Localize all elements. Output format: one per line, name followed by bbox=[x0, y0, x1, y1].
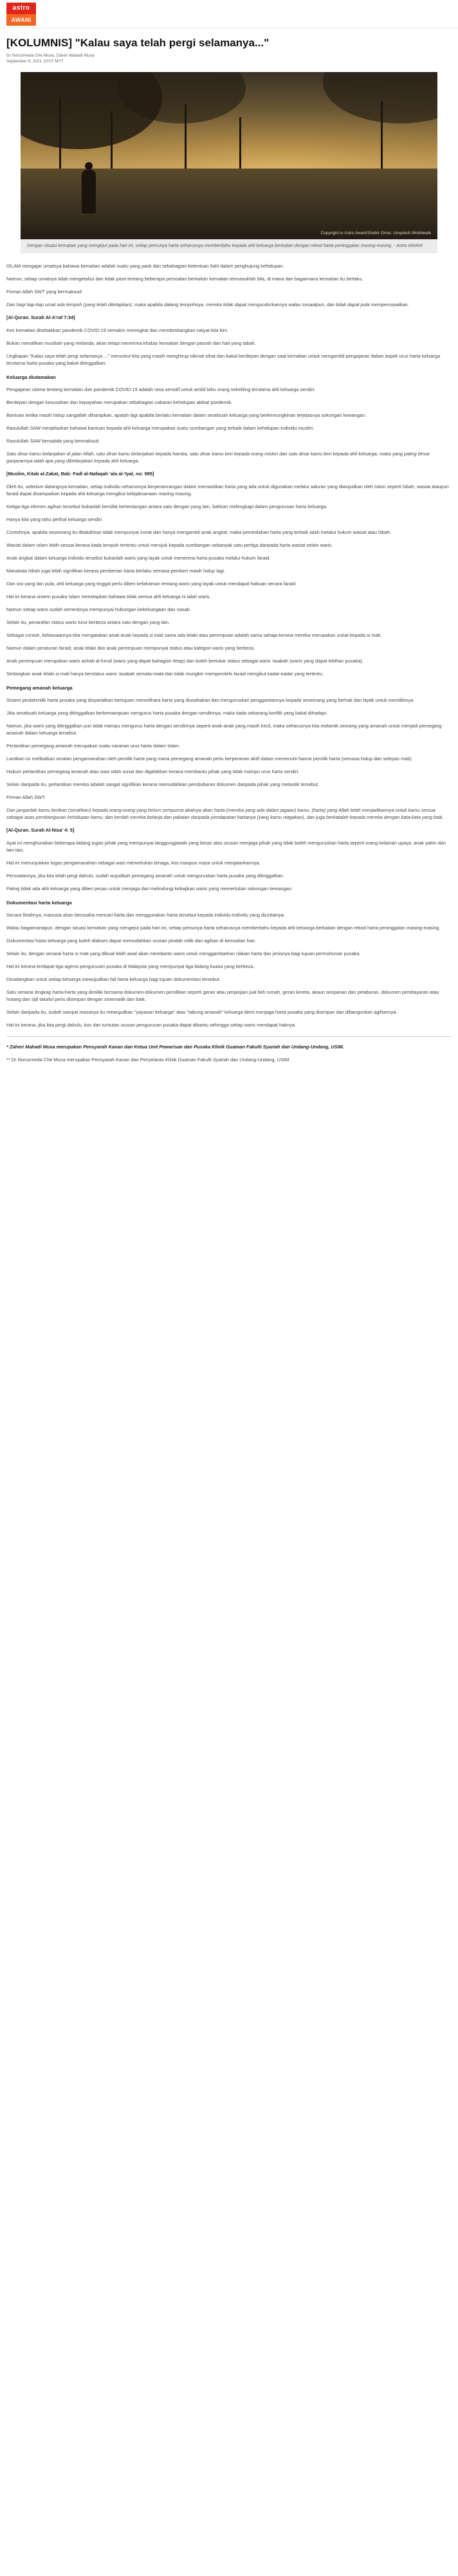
body-paragraph: Walau bagaimanapun, dengan situasi kematian yang mengejut pada hari ini, setiap pemunya harta seharusnya memberitahu kepada ahli keluarga berkaitan dengan rekod harta peninggalan masing-masing. bbox=[6, 925, 441, 931]
body-paragraph: Kes kematian disebabkan pandemik COVID-19 semakin meningkat dan membimbangkan rakyat kita kini. bbox=[6, 327, 228, 333]
featured-image bbox=[21, 72, 437, 239]
body-paragraph: Ungkapan "Kalau saya telah pergi selamanya ..." menuntut kita yang masih menghirup nikmat sihat dan bakal berdepan dengan saat kematian untuk mengambil pengajaran dalam aspek urus harta keluarga terutama harta pusaka yang bakal ditinggalkan. bbox=[6, 353, 441, 366]
article bbox=[0, 28, 458, 1088]
person-body bbox=[82, 170, 96, 214]
article-byline bbox=[6, 53, 452, 64]
body-paragraph: Rasulullah SAW bersabda yang bermaksud: bbox=[6, 438, 100, 444]
body-paragraph: Jika sesebuah keluarga yang ditinggalkan berkemampuan mengurus harta pusaka dengan sendirinya, maka tiada sebarang konflik yang bakal dihadapi. bbox=[6, 710, 327, 716]
body-paragraph: Selain itu, penarafan status waris turut berbeza antara satu dengan yang lain. bbox=[6, 619, 170, 625]
body-paragraph: Hal ini kerana terdapat tiga agensi pengurusan pusaka di Malaysia yang mempunyai tiga bidang kuasa yang berbeza. bbox=[6, 964, 255, 969]
body-paragraph: Hal ini menunjukkan tugas pengamanahan sebagai wasi memerlukan tenaga, kos maupun masa untuk menjalankannya. bbox=[6, 860, 261, 866]
body-paragraph: Dicadangkan untuk setiap keluarga mewujudkan fail harta keluarga bagi tujuan dokumentasi tersebut. bbox=[6, 976, 221, 982]
body-paragraph: Contohnya, apabila seseorang itu ditakdirkan tidak mempunyai zuriat dan hanya mengambil anak angkat, maka pemindahan harta yang terbaik ialah melalui hukum wasiat atau hibah. bbox=[6, 529, 392, 535]
logo-top-text: astro bbox=[6, 3, 36, 14]
person-head bbox=[85, 162, 93, 170]
image-caption: Dengan situasi kematian yang mengejut pada hari ini, setiap pemunya harta seharusnya memberitahu kepada ahli keluarga berkaitan dengan rekod harta peninggalan masing-masing. - Astro AWANI bbox=[21, 239, 437, 253]
body-paragraph: Sistem pindahmilik harta pusaka yang disyariatkan bertujuan memelihara harta yang diusahakan dan menguruskan penggantiannya kepada seseorang yang berhak dan layak untuk memilikinya. bbox=[6, 697, 415, 703]
citation-paragraph: [Al-Quran. Surah Al-Nisa' 4: 5] bbox=[6, 827, 75, 833]
article-title: [KOLUMNIS] "Kalau saya telah pergi selamanya..." bbox=[6, 37, 270, 49]
body-paragraph: Ayat ini menghuraikan beberapa bidang tugas pihak yang mempunyai tanggungjawab yang besar atas urusan menjaga pihak yang tidak boleh menguruskan harta seperti orang kelainan upaya, anak yatim dan lain-lain. bbox=[6, 840, 446, 853]
body-paragraph: Namun dalam peraturan faraid, anak lelaki dan anak perempuan mempunyai status atau kategori waris yang berbeza. bbox=[6, 645, 255, 651]
citation-paragraph: [Muslim, Kitab al-Zakat, Bab: Fadl al-Nafaqah 'ala al-'Iyal, no: 995] bbox=[6, 471, 154, 477]
citation-paragraph: [Al-Quran. Surah Al-A'raf 7:34] bbox=[6, 315, 75, 320]
body-paragraph: Rasulullah SAW menjelaskan bahawa bantuan kepada ahli keluarga merupakan suatu sumbangan yang terbaik dalam kehidupan individu muslim. bbox=[6, 425, 315, 431]
body-paragraph: Dokumentasi harta keluarga yang boleh diakses dapat memudahkan urusan pindah milik dan agihan di kemudian hari. bbox=[6, 938, 256, 944]
body-paragraph: Pengajaran utama tentang kematian dan pandemik COVID-19 adalah rasa sensitif untuk ambil tahu orang sekeliling terutama ahli keluarga sendiri. bbox=[6, 387, 316, 392]
body-paragraph: Selain daripada itu, sudah sampai masanya itu mewujudkan "yayasan keluarga" atau "tabung amanah" keluarga demi menjaga harta pusaka yang disimpan dan dibangunkan agihannya. bbox=[6, 1009, 398, 1015]
quote-paragraph: Dan bagi tiap-tiap umat ada tempoh (yang telah ditetapkan); maka apabila datang tempohnya, mereka tidak dapat mengundurkannya walau sesaatpun, dan tidak dapat pula mempercepatkan. bbox=[6, 302, 409, 307]
featured-image-block bbox=[21, 72, 437, 253]
body-paragraph: Paling tidak ada ahli keluarga yang diberi pesan untuk menjaga dan melindungi kebajikan waris yang memerlukan sokongan kewangan. bbox=[6, 886, 293, 891]
body-paragraph: Wasiat dalam Islam lebih sesuai kerana tiada tempoh tertentu untuk merujuk kepada sumbangan sebanyak satu pertiga daripada harta wasiat selain waris. bbox=[6, 542, 333, 548]
body-paragraph: Anak perempuan merupakan waris ashab al-furud (waris yang dapat bahagian tetap) dan boleh bertukar status sebagai waris 'asabah (waris yang dapat lebihan pusaka). bbox=[6, 658, 363, 664]
body-paragraph: Bantuan ketika masih hidup sangatlah diharapkan, apatah lagi apabila berlaku kematian dalam sesebuah keluarga yang berkemungkinan terjejasnya sokongan kewangan. bbox=[6, 412, 367, 418]
body-paragraph: Dan sisi yang lain pula, ahli keluarga yang tinggal perlu diberi kefahaman tentang waris yang layak untuk mendapat habuan secara faraid. bbox=[6, 581, 297, 587]
body-paragraph: Sedangkan anak lelaki si mati hanya berstatus waris 'asabah semata-mata dan tidak mungkin memperolehi faraid mengikut kadar-kadar yang tertentu. bbox=[6, 671, 324, 677]
body-paragraph: Namun, setiap umatnya tidak mengetahui dan tidak pasti tentang beberapa persoalan berkaitan kematian termasuklah bila, di mana dan bagaimana kematian itu berlaku. bbox=[6, 276, 363, 282]
astro-awani-logo[interactable] bbox=[6, 3, 36, 26]
publish-date: September 8, 2021 10:07 MYT bbox=[6, 59, 64, 64]
body-paragraph: Perlantikan pemegang amanah merupakan suatu saranan urus harta dalam Islam. bbox=[6, 743, 180, 749]
quote-paragraph: Satu dinar kamu belanjakan di jalan Allah, satu dinar kamu belanjakan kepada hamba, satu dinar kamu beri kepada orang miskin dan satu dinar kamu beri kepada ahli keluarga, maka yang paling besar ganjarannya ialah apa yang dibelanjakan kepada ahli keluarga. bbox=[6, 451, 430, 464]
body-paragraph: Hukum perlantikan pemegang amanah atau wasi ialah sunat dan digalakkan kerana membantu pihak yang tidak mampu urus harta sendiri. bbox=[6, 769, 300, 774]
body-paragraph: Manakala hibah juga lebih signifikan kerana pemberian harta berlaku semasa pemberi masih hidup lagi. bbox=[6, 568, 225, 574]
article-body bbox=[6, 262, 452, 1063]
body-paragraph: Lantikan ini melibatkan amalan pengamanahan oleh pemilik harta yang mana pemegang amanah perlu berperanan aktif dalam memenuhi hasrat pemilik harta (semasa hidup dan selepas mati). bbox=[6, 756, 413, 762]
body-paragraph: ** Dr Noruzmeda Che Musa merupakan Pensyarah Kanan dan Penyelaras Klinik Guaman Fakulti Syariah dan Undang-Undang, USIM. bbox=[6, 1057, 291, 1063]
body-paragraph: Hanya kita yang tahu perihal keluarga sendiri. bbox=[6, 516, 103, 522]
body-paragraph: Firman Allah SWT: bbox=[6, 794, 46, 800]
author-note: * Zaheri Mahadi Musa merupakan Pensyarah Kanan dan Ketua Unit Pewarisan dan Pusaka Klinik Guaman Fakulti Syariah dan Undang-Undang, USIM. bbox=[6, 1044, 344, 1050]
image-person-silhouette bbox=[82, 162, 96, 214]
body-paragraph: Selain daripada itu, perlantikan mereka adalah sangat signifikan kerana memudahkan pembubaran dokumen daripada pihak yang melantik tersebut. bbox=[6, 781, 320, 787]
body-paragraph: Namun setiap waris sudah semestinya mempunyai hubungan kekeluargaan dan nasab. bbox=[6, 607, 191, 612]
body-paragraph: Oleh itu, sebelum datangnya kematian, setiap individu seharusnya berperancangan dalam memastikan harta yang ada untuk digunakan melalui saluran yang diwujudkan oleh Islam seperti hibah, wasiat ataupun faraid dapat disampaikan kepada ahli keluarga mengikut kebijaksanaan masing-masing. bbox=[6, 484, 449, 497]
body-paragraph: Firman Allah SWT yang bermaksud: bbox=[6, 289, 83, 295]
section-heading: Keluarga diutamakan bbox=[6, 374, 56, 380]
body-paragraph: Ketiga-tiga elemen agihan tersebut bukanlah bersifat bertentangan antara satu dengan yang lain, bahkan melengkapi dalam pengurusan harta keluarga. bbox=[6, 504, 327, 509]
body-paragraph: Hal ini kerana, jika kita pergi dahulu, kos dan tuntutan urusan pengurusan pusaka dapat dibantu sehingga setiap waris mendapat haknya. bbox=[6, 1022, 296, 1028]
divider bbox=[6, 1036, 452, 1037]
body-paragraph: Selain itu, dengan senarai harta si mati yang dibuat lebih awal akan membantu waris untuk menggambarkan nilaian harta dan jenisnya bagi tujuan permohonan pusaka. bbox=[6, 951, 361, 956]
section-heading: Dokumentasi harta keluarga bbox=[6, 900, 72, 906]
body-paragraph: Bukan menafikan musibah yang melanda, akan tetapi menerima khabar kematian dengan pasrah dan hati yang tabah. bbox=[6, 340, 256, 346]
body-paragraph: Namun, jika waris yang ditinggalkan pun tidak mampu mengurus harta dengan sendirinya seperti anak-anak yang masih kecil, maka seharusnya kita melantik seorang yang amanah untuk menjadi pemegang amanah dalam keluarga tersebut. bbox=[6, 723, 442, 736]
body-paragraph: Persoalannya, jika kita telah pergi dahulu, sudah wujudkah pemegang amanah untuk menguruskan harta pusaka yang ditinggalkan. bbox=[6, 873, 284, 879]
body-paragraph: ISLAM mengajar umatnya bahawa kematian adalah suatu yang pasti dan sebahagian ketentuan Ilahi dalam penghujung kehidupan. bbox=[6, 263, 284, 269]
body-paragraph: Secara fitrahnya, manusia akan berusaha mencari harta dan menggunakan harta tersebut kepada individu-individu yang dicintainya. bbox=[6, 912, 286, 918]
author-names: Dr Noruzmeda Che Musa, Zaheri Mahadi Musa bbox=[6, 53, 95, 58]
body-paragraph: Berdepan dengan kesusahan dan kepayahan merupakan sebahagian cabaran kehidupan akibat pandemik. bbox=[6, 399, 233, 405]
site-header bbox=[0, 0, 458, 28]
body-paragraph: Anak angkat dalam keluarga individu tersebut bukanlah waris yang layak untuk menerima harta pusaka melalui hukum faraid. bbox=[6, 555, 271, 561]
logo-bottom-text: AWANI bbox=[6, 14, 36, 26]
section-heading: Pemegang amanah keluarga bbox=[6, 685, 73, 691]
photo-credit: Copyright to Astro Awani/Shahir Omar. Unsplash.Worldwalk bbox=[320, 231, 431, 235]
body-paragraph: Sebagai contoh, kebiasaannya kita mengatakan anak-anak kepada si mati sama ada lelaki atau perempuan adalah sama sahaja kerana mereka merupakan zuriat kepada si mati. bbox=[6, 632, 382, 638]
quote-paragraph: Dan janganlah kamu berikan (serahkan) kepada orang-orang yang belum sempurna akalnya akan harta (mereka yang ada dalam jagaan) kamu, (harta) yang Allah telah menjadikannya untuk kamu semua sebagai asas pembangunan kehidupan kamu; dan berilah mereka belanja dan pakaian daripada pendapatan hartanya (yang kamu niagakan), dan juga berkatalah kepada mereka dengan kata-kata yang baik. bbox=[6, 807, 444, 820]
body-paragraph: Satu senarai lengkap harta-harta yang dimiliki bersama dokumen-dokumen pemilikan seperti geran atau perjanjian jual beli rumah, geran kereta, akaun simpanan dan pelaburan, dokumen pembayaran atau hutang dan sijil takaful perlu disimpan dengan sistematik dan baik. bbox=[6, 989, 439, 1002]
body-paragraph: Hal ini kerana sistem pusaka Islam menetapkan bahawa tidak semua ahli keluarga ni ialah waris. bbox=[6, 594, 211, 599]
